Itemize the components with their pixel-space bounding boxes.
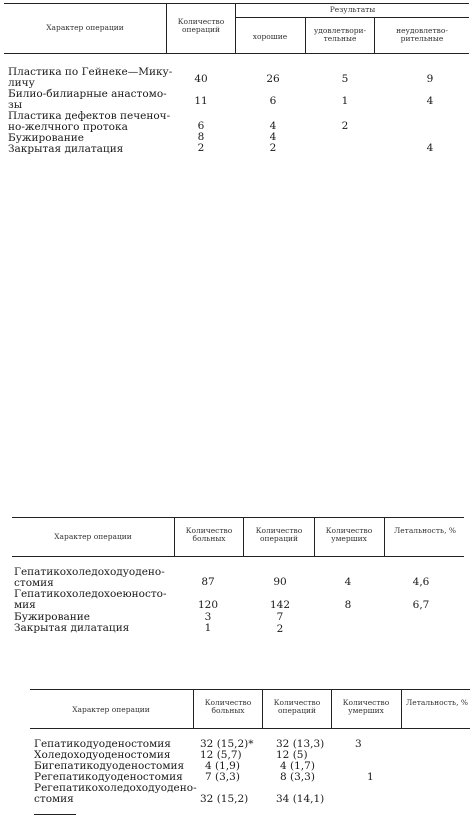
table1-top-rule — [4, 3, 469, 4]
table1-header-count: Количество операций — [177, 17, 225, 34]
table1-cell-unsatisfactory: 4 — [426, 142, 434, 154]
table3-header-operations: Количество операций — [273, 698, 321, 715]
table3-cell-patients: 32 (15,2) — [200, 793, 249, 805]
table2-header-patients: Количество больных — [185, 526, 233, 543]
table1-header-bottom-rule — [4, 53, 469, 54]
table2-cell-operations: 7 — [276, 611, 284, 623]
table3-cell-patients: 12 (5,7) — [200, 749, 242, 761]
table2-col-divider — [174, 517, 175, 556]
table3-row-name: Гепатикодуоденостомия — [34, 738, 171, 750]
table2-cell-lethality: 6,7 — [412, 599, 430, 611]
table2-cell-patients: 87 — [201, 576, 215, 588]
table3-cell-operations: 12 (5) — [276, 749, 308, 761]
table1-cell-good: 6 — [269, 95, 277, 107]
table3-header-operation: Характер операции — [72, 705, 150, 714]
table1-cell-satisfactory: 5 — [341, 73, 349, 85]
table1-row-name: Бужирование — [8, 132, 84, 144]
table1-col-divider — [374, 17, 375, 53]
table2-cell-operations: 142 — [269, 599, 291, 611]
table1-header-operation: Характер операции — [46, 23, 124, 32]
table3-header-bottom-rule — [30, 728, 470, 729]
table3-cell-operations: 8 (3,3) — [280, 771, 315, 783]
table1-cell-satisfactory: 1 — [341, 95, 349, 107]
table2-cell-deaths: 4 — [344, 576, 352, 588]
table2-row-name: Гепатикохоледоходуодено- — [14, 566, 165, 578]
table1-cell-count: 40 — [194, 73, 208, 85]
table2-cell-lethality: 4,6 — [412, 576, 430, 588]
table3-col-divider — [262, 689, 263, 728]
table2-cell-operations: 90 — [273, 576, 287, 588]
table2-row-name: мия — [14, 599, 36, 611]
table3-cell-operations: 4 (1,7) — [280, 760, 315, 772]
table1-header-unsatisfactory: неудовлетво- рительные — [396, 26, 448, 43]
table1-cell-good: 26 — [266, 73, 280, 85]
table3-col-divider — [193, 689, 194, 728]
table2-cell-patients: 120 — [197, 599, 219, 611]
table3-top-rule — [30, 689, 470, 690]
table1-row-name: Пластика по Гейнеке—Мику- — [8, 66, 173, 78]
table1-cell-good: 2 — [269, 142, 277, 154]
table1-row-name: Билио-билиарные анастомо- — [8, 88, 167, 100]
table1-row-name: личу — [8, 77, 35, 89]
table3-cell-patients: 32 (15,2)* — [200, 738, 254, 750]
table3-cell-patients: 7 (3,3) — [205, 771, 240, 783]
table3-header-patients: Количество больных — [204, 698, 252, 715]
table3-row-name: Регепатикохоледоходуодено- — [34, 782, 197, 794]
table2-header-operations: Количество операций — [255, 526, 303, 543]
table1-col-divider — [305, 17, 306, 53]
table3-cell-deaths: 1 — [367, 771, 374, 783]
table3-col-divider — [331, 689, 332, 728]
table1-header-satisfactory: удовлетвори- тельные — [313, 26, 367, 43]
table2-row-name: Бужирование — [14, 611, 90, 623]
table2-col-divider — [314, 517, 315, 556]
table1-cell-count: 11 — [194, 95, 208, 107]
table1-header-results: Результаты — [329, 5, 376, 14]
table3-row-name: Регепатикодуоденостомия — [34, 771, 183, 783]
table3-row-name: Бигепатикодуоденостомия — [34, 760, 185, 772]
table1-col-divider — [235, 3, 236, 53]
table1-row-name: Пластика дефектов печеноч- — [8, 110, 171, 122]
table2-row-name: стомия — [14, 577, 54, 589]
table1-cell-count: 8 — [197, 131, 205, 143]
table3-cell-patients: 4 (1,9) — [205, 760, 240, 772]
table3-header-lethality: Летальность, % — [406, 698, 469, 707]
table1-row-name: зы — [8, 99, 23, 111]
table2-col-divider — [384, 517, 385, 556]
table2-header-lethality: Летальность, % — [393, 526, 456, 535]
table1-row-name: Закрытая дилатация — [8, 143, 124, 155]
table2-top-rule — [12, 517, 464, 518]
table2-row-name: Гепатикохоледохоеюносто- — [14, 588, 167, 600]
table2-row-name: Закрытая дилатация — [14, 622, 130, 634]
table2-cell-patients: 1 — [204, 622, 212, 634]
table1-cell-good: 4 — [269, 131, 277, 143]
table3-cell-operations: 32 (13,3) — [276, 738, 325, 750]
table2-cell-deaths: 8 — [344, 599, 352, 611]
table3-row-name: стомия — [34, 793, 74, 805]
table3-cell-deaths: 3 — [355, 738, 362, 750]
table2-cell-patients: 3 — [204, 611, 212, 623]
table2-header-operation: Характер операции — [54, 532, 132, 541]
table1-cell-count: 2 — [197, 142, 205, 154]
table1-cell-count: 6 — [197, 120, 205, 132]
table2-header-bottom-rule — [12, 556, 464, 557]
table1-cell-unsatisfactory: 9 — [426, 73, 434, 85]
table2-header-deaths: Количество умерших — [325, 526, 373, 543]
footnote-rule — [34, 814, 76, 815]
table2-col-divider — [243, 517, 244, 556]
table3-cell-operations: 34 (14,1) — [276, 793, 325, 805]
table1-col-divider — [166, 3, 167, 53]
table3-col-divider — [401, 689, 402, 728]
table1-cell-satisfactory: 2 — [341, 120, 349, 132]
table3-row-name: Холедоходуоденостомия — [34, 749, 171, 761]
table1-header-good: хорошие — [252, 32, 288, 41]
table1-cell-unsatisfactory: 4 — [426, 95, 434, 107]
table3-header-deaths: Количество умерших — [342, 698, 390, 715]
table1-results-rule — [235, 17, 469, 18]
table2-cell-operations: 2 — [276, 623, 284, 635]
table1-row-name: но-желчного протока — [8, 121, 128, 133]
table1-cell-good: 4 — [269, 120, 277, 132]
